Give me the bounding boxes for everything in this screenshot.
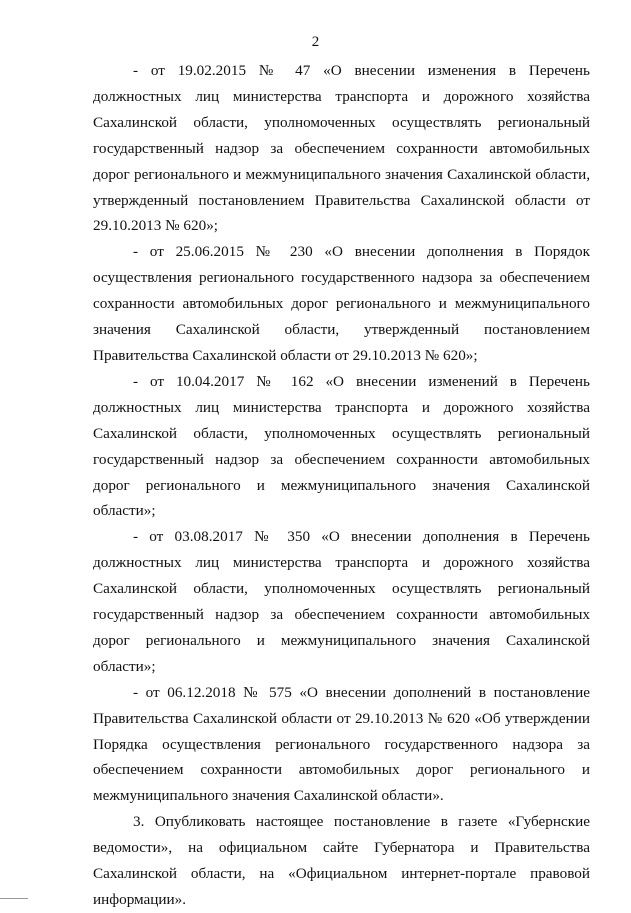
paragraph-amendment-2015-47: - от 19.02.2015 № 47 «О внесении изменения в Перечень должностных лиц министерства транспорта и дорожного хозяйства Сахалинской области, уполномоченных осуществлять региональный государственный надзор за обеспечением сохранности автомобильных дорог регионального и межмуниципального значения Сахалинской области, утвержденный постановлением Правительства Сахалинской области от 29.10.2013 № 620»; bbox=[93, 62, 590, 235]
scan-edge-mark bbox=[0, 898, 28, 905]
paragraph-amendment-2018-575: - от 06.12.2018 № 575 «О внесении дополнений в постановление Правительства Сахалинской области от 29.10.2013 № 620 «Об утверждении Порядка осуществления регионального государственного надзора за обеспечением сохранности автомобильных дорог регионального и межмуниципального значения Сахалинской области». bbox=[93, 683, 590, 805]
paragraph-amendment-2017-350: - от 03.08.2017 № 350 «О внесении дополнения в Перечень должностных лиц министерства транспорта и дорожного хозяйства Сахалинской области, уполномоченных осуществлять региональный государственный надзор за обеспечением сохранности автомобильных дорог регионального и межмуниципального значения Сахалинской области»; bbox=[93, 528, 590, 675]
paragraph-amendment-2015-230: - от 25.06.2015 № 230 «О внесении дополнения в Порядок осуществления регионального государственного надзора за обеспечением сохранности автомобильных дорог регионального и межмуниципального значения Сахалинской области, утвержденный постановлением Правительства Сахалинской области от 29.10.2013 № 620»; bbox=[93, 243, 590, 364]
paragraph-amendment-2017-162: - от 10.04.2017 № 162 «О внесении изменений в Перечень должностных лиц министерства транспорта и дорожного хозяйства Сахалинской области, уполномоченных осуществлять региональный государственный надзор за обеспечением сохранности автомобильных дорог регионального и межмуниципального значения Сахалинской области»; bbox=[93, 372, 590, 520]
paragraph-publication-clause: 3. Опубликовать настоящее постановление в газете «Губернские ведомости», на официальном сайте Губернатора и Правительства Сахалинской области, на «Официальном интернет-портале правовой информации». bbox=[93, 813, 590, 908]
page-number: 2 bbox=[311, 34, 320, 50]
document-body bbox=[93, 58, 590, 913]
